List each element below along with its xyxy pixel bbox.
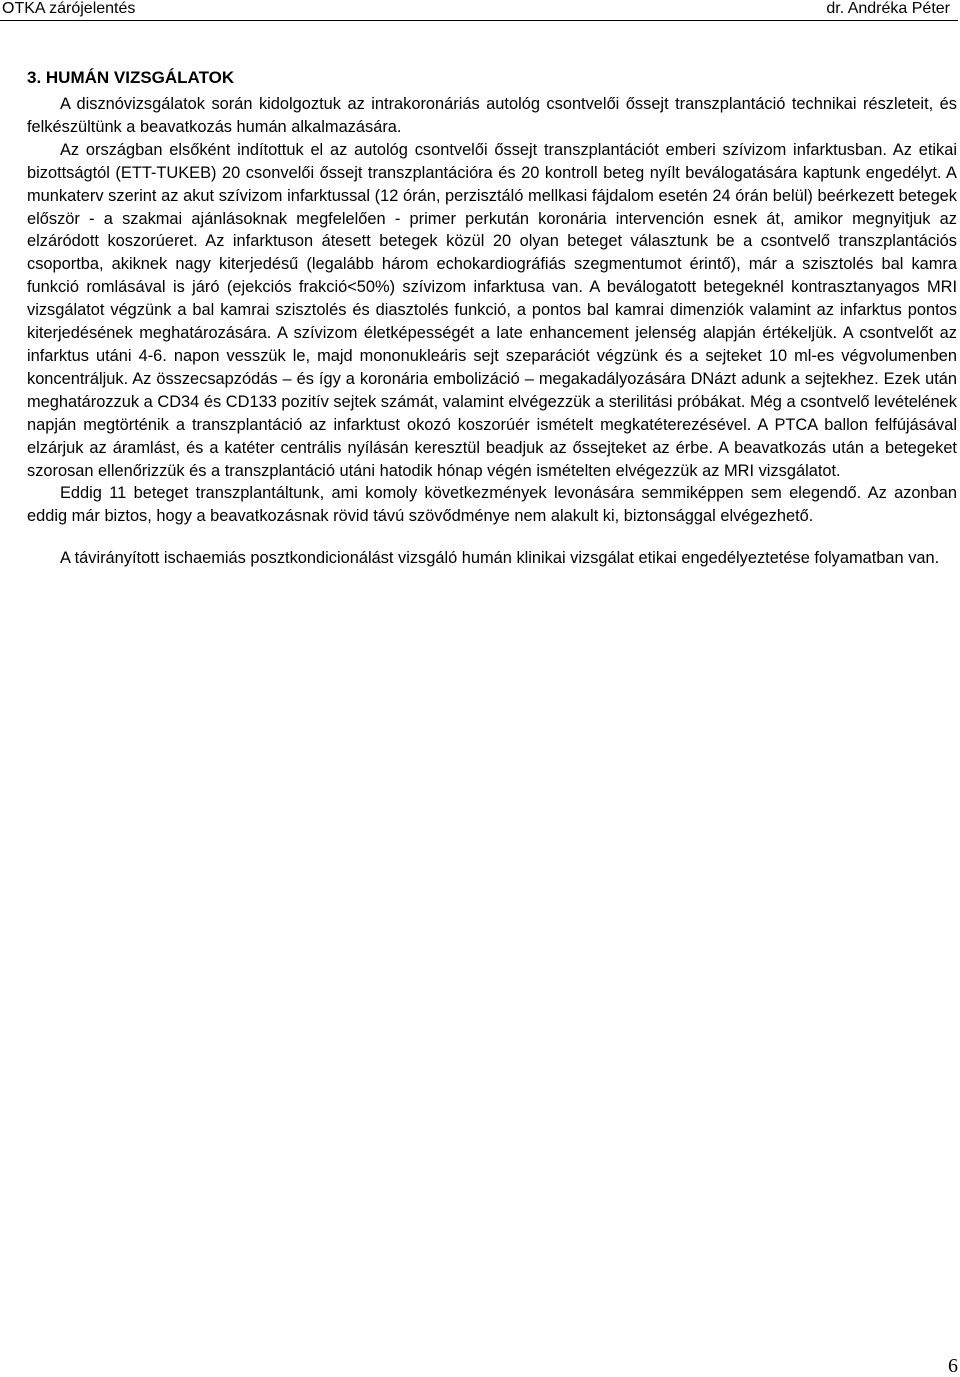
- paragraph-3: Eddig 11 beteget transzplantáltunk, ami komoly következmények levonására semmiképpen sem elegendő. Az azonban eddig már biztos, hogy a beavatkozásnak rövid távú szövődménye nem alakult ki, biztonsággal elvégezhető.: [27, 484, 957, 526]
- page-number: 6: [948, 1355, 958, 1377]
- section-body: [27, 93, 957, 570]
- paragraph-4: A távirányított ischaemiás posztkondicionálást vizsgáló humán klinikai vizsgálat etikai engedélyeztetése folyamatban van.: [60, 549, 940, 568]
- paragraph-spacer: [27, 528, 957, 547]
- paragraph-2: Az országban elsőként indítottuk el az autológ csontvelői őssejt transzplantációt emberi szívizom infarktusban. Az etikai bizottságtól (ETT-TUKEB) 20 csonvelői őssejt transzplantációra és 20 kontroll beteg nyílt beválogatására kaptunk engedélyt. A munkaterv szerint az akut szívizom infarktussal (12 órán, perzisztáló mellkasi fájdalom esetén 24 órán belül) beérkezett betegek először - a szakmai ajánlásoknak megfelelően - primer perkután koronária intervención esnek át, amikor megnyitjuk az elzáródott koszorúeret. Az infarktuson átesett betegek közül 20 olyan beteget választunk be a csontvelő transzplantációs csoportba, akiknek nagy kiterjedésű (legalább három echokardiográfiás szegmentumot érintő), már a szisztolés bal kamra funkció romlásával is járó (ejekciós frakció<50%) szívizom infarktusa van. A beválogatott betegeknél kontrasztanyagos MRI vizsgálatot végzünk a bal kamrai szisztolés és diasztolés funkció, a pontos bal kamrai dimenziók valamint az infarktus pontos kiterjedésének meghatározására. A szívizom életképességét a late enhancement jelenség alapján értékeljük. A csontvelőt az infarktus utáni 4-6. napon vesszük le, majd mononukleáris sejt szeparációt végzünk és a sejteket 10 ml-es végvolumenben koncentráljuk. Az összecsapzódás – és így a koronária embolizáció – megakadályozására DNázt adunk a sejtekhez. Ezek után meghatározzuk a CD34 és CD133 pozitív sejtek számát, valamint elvégezzük a sterilitási próbákat. Még a csontvelő levételének napján megtörténik a transzplantáció az infarktust okozó koszorúér ismételt megkatéterezésével. A PTCA ballon felfújásával elzárjuk az áramlást, és a katéter centrális nyílásán keresztül beadjuk az őssejteket az érbe. A beavatkozás után a betegeket szorosan ellenőrizzük és a transzplantáció utáni hatodik hónap végén ismételten elvégezzük az MRI vizsgálatot.: [27, 140, 957, 480]
- paragraph-1: A disznóvizsgálatok során kidolgoztuk az intrakoronáriás autológ csontvelői őssejt transzplantáció technikai részleteit, és felkészültünk a beavatkozás humán alkalmazására.: [27, 95, 957, 136]
- header-left-title: OTKA zárójelentés: [2, 0, 136, 17]
- header-rule: [0, 20, 958, 21]
- header-right-author: dr. Andréka Péter: [826, 0, 950, 17]
- section-title: 3. HUMÁN VIZSGÁLATOK: [27, 68, 235, 87]
